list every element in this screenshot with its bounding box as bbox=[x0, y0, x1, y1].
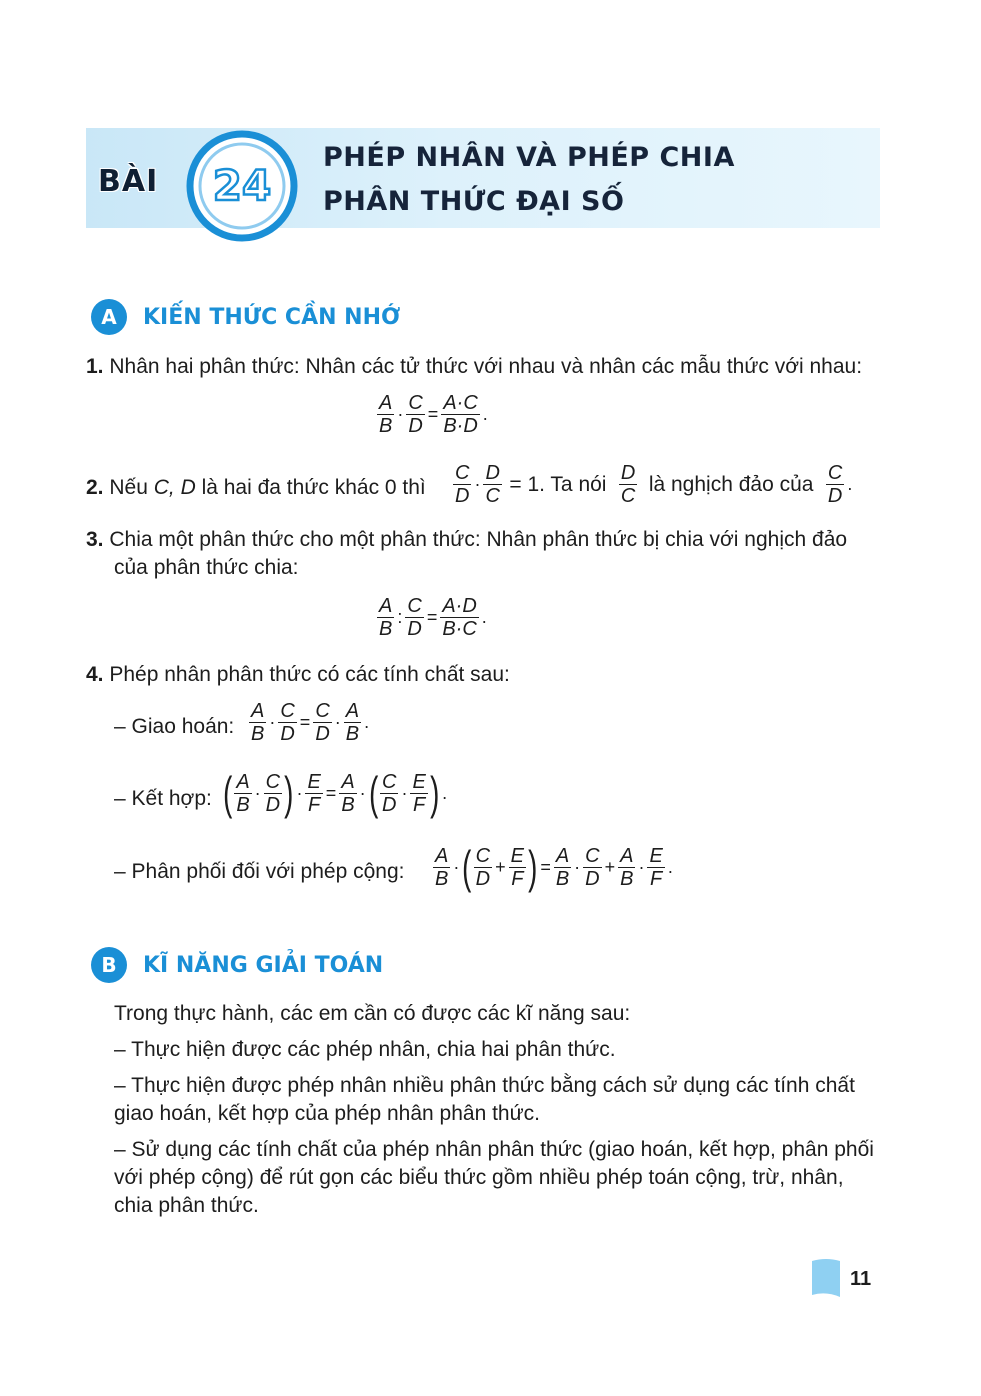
section-b-badge bbox=[90, 946, 128, 984]
formula-inverse: $\frac{C}{D}$ · $\frac{D}{C}$ = 1. Ta nói $\frac{D}{C}$ là nghịch đảo của $\frac{C}{D}$ . bbox=[455, 462, 853, 507]
item-3-line2: của phân thức chia: bbox=[114, 556, 299, 579]
formula-associative: ( $\frac{A}{B}$ · $\frac{C}{D}$ ) · $\frac{E}{F}$ = $\frac{A}{B}$ ·( $\frac{C}{D}$ · $\frac{E}{F}$ ) . bbox=[223, 767, 448, 819]
lesson-number-badge bbox=[184, 128, 300, 244]
skill-3-line3: chia phân thức. bbox=[114, 1194, 259, 1217]
section-a-badge bbox=[90, 298, 128, 336]
page-corner-tab bbox=[812, 1257, 840, 1297]
formula-multiply: $\frac{A}{B}$ · $\frac{C}{D}$ = $\frac{A\cdot C}{B\cdot D}$ . bbox=[379, 392, 488, 437]
skill-2-line1: – Thực hiện được phép nhân nhiều phân thức bằng cách sử dụng các tính chất bbox=[114, 1074, 855, 1097]
item-4: 4. Phép nhân phân thức có các tính chất sau: bbox=[86, 663, 510, 686]
property-distributive-label: – Phân phối đối với phép cộng: bbox=[114, 860, 405, 883]
section-b-title: KĨ NĂNG GIẢI TOÁN bbox=[143, 953, 384, 978]
svg-text:B: B bbox=[101, 953, 117, 977]
svg-text:A: A bbox=[101, 305, 117, 329]
property-commutative-label: – Giao hoán: bbox=[114, 715, 235, 738]
skill-2-line2: giao hoán, kết hợp của phép nhân phân thức. bbox=[114, 1102, 540, 1125]
formula-commutative: $\frac{A}{B}$ · $\frac{C}{D}$ = $\frac{C}{D}$ · $\frac{A}{B}$ . bbox=[251, 700, 370, 745]
page-number: 11 bbox=[850, 1268, 872, 1290]
lesson-word: BÀI bbox=[98, 164, 159, 199]
item-2: 2. Nếu C, D là hai đa thức khác 0 thì bbox=[86, 476, 426, 499]
item-1-text: Nhân hai phân thức: Nhân các tử thức với nhau và nhân các mẫu thức với nhau: bbox=[109, 355, 863, 378]
skill-3-line1: – Sử dụng các tính chất của phép nhân phân thức (giao hoán, kết hợp, phân phối bbox=[114, 1138, 874, 1161]
lesson-title-line1: PHÉP NHÂN VÀ PHÉP CHIA bbox=[323, 142, 735, 173]
skill-1: – Thực hiện được các phép nhân, chia hai phân thức. bbox=[114, 1038, 616, 1061]
formula-distributive: $\frac{A}{B}$ ·( $\frac{C}{D}$ + $\frac{E}{F}$ ) = $\frac{A}{B}$ · $\frac{C}{D}$ + $\frac{A}{B}$ · $\frac{E}{F}$ . bbox=[435, 841, 673, 893]
lesson-title-line2: PHÂN THỨC ĐẠI SỐ bbox=[323, 186, 625, 217]
property-associative-label: – Kết hợp: bbox=[114, 787, 212, 810]
skill-3-line2: với phép cộng) để rút gọn các biểu thức gồm nhiều phép toán cộng, trừ, nhân, bbox=[114, 1166, 844, 1189]
item-1-number: 1. bbox=[86, 355, 104, 378]
lesson-number: 24 bbox=[212, 161, 272, 210]
skills-intro: Trong thực hành, các em cần có được các kĩ năng sau: bbox=[114, 1002, 631, 1025]
formula-divide: $\frac{A}{B}$ : $\frac{C}{D}$ = $\frac{A\cdot D}{B\cdot C}$ . bbox=[379, 595, 487, 640]
section-a-title: KIẾN THỨC CẦN NHỚ bbox=[143, 305, 401, 330]
item-3-line1: 3. Chia một phân thức cho một phân thức: Nhân phân thức bị chia với nghịch đảo bbox=[86, 528, 848, 551]
item-1 bbox=[86, 353, 862, 381]
